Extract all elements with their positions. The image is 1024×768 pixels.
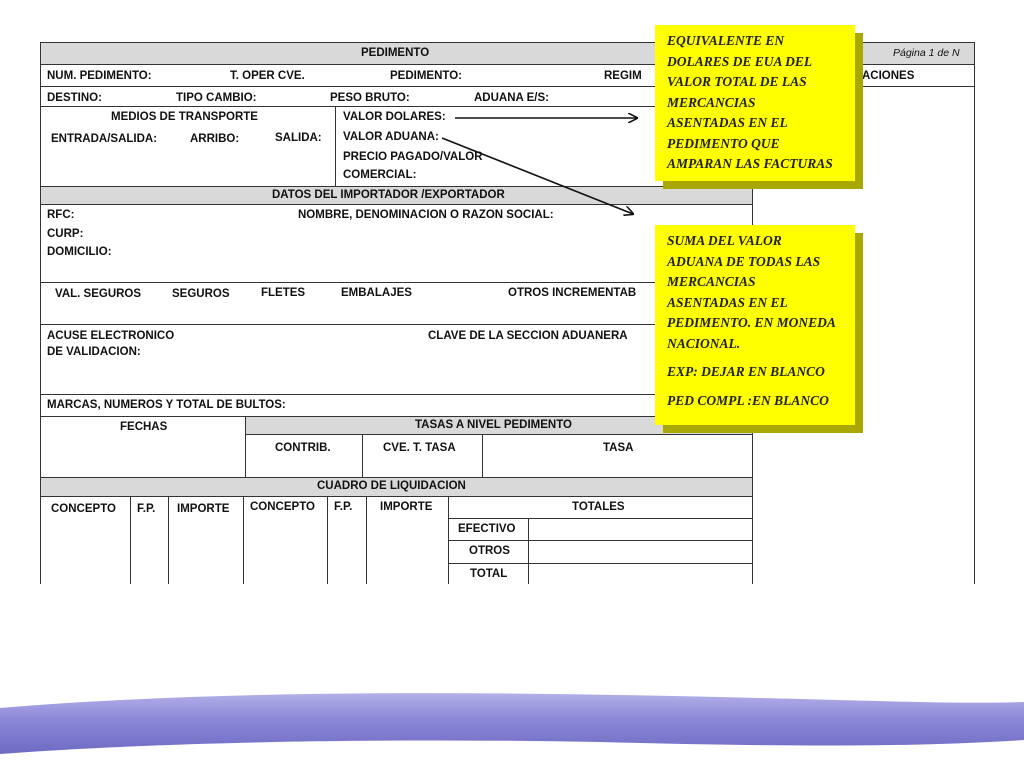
note-valor-aduana-text: SUMA DEL VALOR ADUANA DE TODAS LAS MERCANCIAS ASENTADAS EN EL PEDIMENTO. EN MONEDA NACIONAL.: [667, 233, 836, 351]
tasas-title: TASAS A NIVEL PEDIMENTO: [415, 419, 572, 431]
note-ped-compl-text: PED COMPL :EN BLANCO: [667, 392, 829, 408]
cve-tasa-label: CVE. T. TASA: [383, 442, 456, 454]
fletes-label: FLETES: [261, 287, 306, 299]
destino-label: DESTINO:: [47, 92, 102, 104]
page-label: Página 1 de N: [893, 47, 960, 59]
tipo-cambio-label: TIPO CAMBIO:: [176, 92, 257, 104]
valor-dolares-label: VALOR DOLARES:: [343, 111, 446, 123]
fechas-label: FECHAS: [120, 421, 168, 433]
marcas-label: MARCAS, NUMEROS Y TOTAL DE BULTOS:: [47, 399, 286, 411]
importe-label-1: IMPORTE: [177, 503, 230, 515]
embalajes-label: EMBALAJES: [341, 287, 412, 299]
medios-transporte-title: MEDIOS DE TRANSPORTE: [111, 111, 258, 123]
val-seguros-label: VAL. SEGUROS: [55, 288, 142, 300]
seguros-label: SEGUROS: [172, 288, 230, 300]
form-title: PEDIMENTO: [361, 47, 430, 59]
note-valor-dolares-text: EQUIVALENTE EN DOLARES DE EUA DEL VALOR TOTAL DE LAS MERCANCIAS ASENTADAS EN EL PEDIMENTO QUE AMPARAN LAS FACTURAS: [667, 33, 833, 171]
pedimento-label: PEDIMENTO:: [390, 70, 462, 82]
concepto-label-1: CONCEPTO: [51, 503, 116, 515]
concepto-label-2: CONCEPTO: [250, 501, 315, 513]
aduana-es-label: ADUANA E/S:: [474, 92, 549, 104]
rfc-label: RFC:: [47, 209, 75, 221]
totales-label: TOTALES: [572, 501, 625, 513]
peso-bruto-label: PESO BRUTO:: [330, 92, 410, 104]
contrib-label: CONTRIB.: [275, 442, 331, 454]
comercial-label: COMERCIAL:: [343, 169, 417, 181]
note-valor-dolares: [655, 25, 855, 181]
arrow-valor-aduana: [442, 138, 633, 214]
tasa-label: TASA: [603, 442, 634, 454]
salida-label: SALIDA:: [275, 132, 322, 144]
decorative-wave: [0, 680, 1024, 768]
note-valor-aduana: [655, 225, 855, 425]
curp-label: CURP:: [47, 228, 84, 240]
entrada-salida-label: ENTRADA/SALIDA:: [51, 133, 158, 145]
total-label: TOTAL: [470, 568, 508, 580]
note-exp-text: EXP: DEJAR EN BLANCO: [667, 364, 825, 379]
importe-label-2: IMPORTE: [380, 501, 433, 513]
acuse-line1: ACUSE ELECTRONICO: [47, 330, 175, 342]
nombre-label: NOMBRE, DENOMINACION O RAZON SOCIAL:: [298, 209, 554, 221]
toper-label: T. OPER CVE.: [230, 70, 305, 82]
precio-pagado-label: PRECIO PAGADO/VALOR: [343, 151, 483, 163]
domicilio-label: DOMICILIO:: [47, 246, 112, 258]
acuse-line2: DE VALIDACION:: [47, 346, 141, 358]
clave-seccion-label: CLAVE DE LA SECCION ADUANERA: [428, 330, 628, 342]
observaciones-label: ACIONES: [862, 70, 915, 82]
otros-incrementables-label: OTROS INCREMENTAB: [508, 287, 637, 299]
valor-aduana-label: VALOR ADUANA:: [343, 131, 439, 143]
otros-label: OTROS: [469, 545, 510, 557]
efectivo-label: EFECTIVO: [458, 523, 516, 535]
liquidacion-title: CUADRO DE LIQUIDACION: [317, 480, 466, 492]
importador-title: DATOS DEL IMPORTADOR /EXPORTADOR: [272, 189, 505, 201]
fp-label-1: F.P.: [137, 503, 156, 515]
arribo-label: ARRIBO:: [190, 133, 240, 145]
fp-label-2: F.P.: [334, 501, 353, 513]
regimen-label: REGIM: [604, 70, 642, 82]
num-pedimento-label: NUM. PEDIMENTO:: [47, 70, 152, 82]
